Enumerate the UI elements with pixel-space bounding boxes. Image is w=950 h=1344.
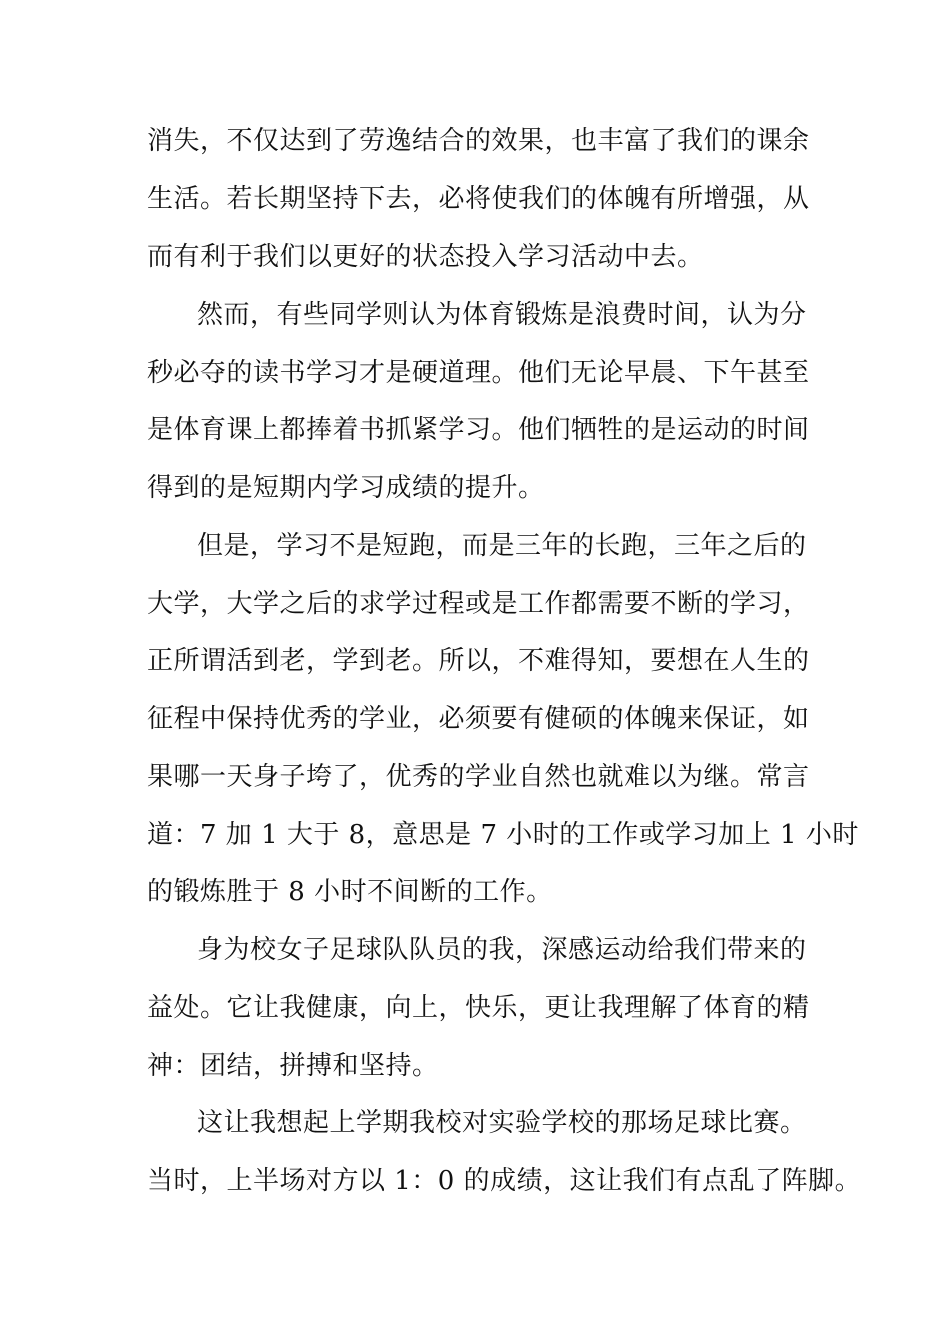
text-line: 的锻炼胜于 8 小时不间断的工作。 bbox=[147, 877, 553, 907]
text-line: 征程中保持优秀的学业，必须要有健硕的体魄来保证，如 bbox=[147, 704, 810, 734]
text-line: 果哪一天身子垮了，优秀的学业自然也就难以为继。常言 bbox=[147, 762, 810, 792]
text-line: 消失，不仅达到了劳逸结合的效果，也丰富了我们的课余 bbox=[147, 126, 810, 156]
text-line: 大学，大学之后的求学过程或是工作都需要不断的学习， bbox=[147, 589, 810, 619]
text-line: 得到的是短期内学习成绩的提升。 bbox=[147, 473, 545, 503]
text-line: 益处。它让我健康，向上，快乐，更让我理解了体育的精 bbox=[147, 993, 810, 1023]
text-line: 当时，上半场对方以 1：0 的成绩，这让我们有点乱了阵脚。 bbox=[147, 1166, 862, 1196]
text-line: 是体育课上都捧着书抓紧学习。他们牺牲的是运动的时间 bbox=[147, 415, 810, 445]
paragraph-first-line: 但是，学习不是短跑，而是三年的长跑，三年之后的 bbox=[197, 531, 807, 561]
text-line: 生活。若长期坚持下去，必将使我们的体魄有所增强，从 bbox=[147, 184, 810, 214]
text-line: 秒必夺的读书学习才是硬道理。他们无论早晨、下午甚至 bbox=[147, 358, 810, 388]
text-line: 道：7 加 1 大于 8，意思是 7 小时的工作或学习加上 1 小时 bbox=[147, 820, 859, 850]
paragraph-first-line: 身为校女子足球队队员的我，深感运动给我们带来的 bbox=[197, 935, 807, 965]
paragraph-first-line: 然而，有些同学则认为体育锻炼是浪费时间，认为分 bbox=[197, 300, 807, 330]
text-line: 神：团结，拼搏和坚持。 bbox=[147, 1051, 439, 1081]
text-line: 而有利于我们以更好的状态投入学习活动中去。 bbox=[147, 242, 704, 272]
paragraph-first-line: 这让我想起上学期我校对实验学校的那场足球比赛。 bbox=[197, 1108, 807, 1138]
text-line: 正所谓活到老，学到老。所以，不难得知，要想在人生的 bbox=[147, 646, 810, 676]
